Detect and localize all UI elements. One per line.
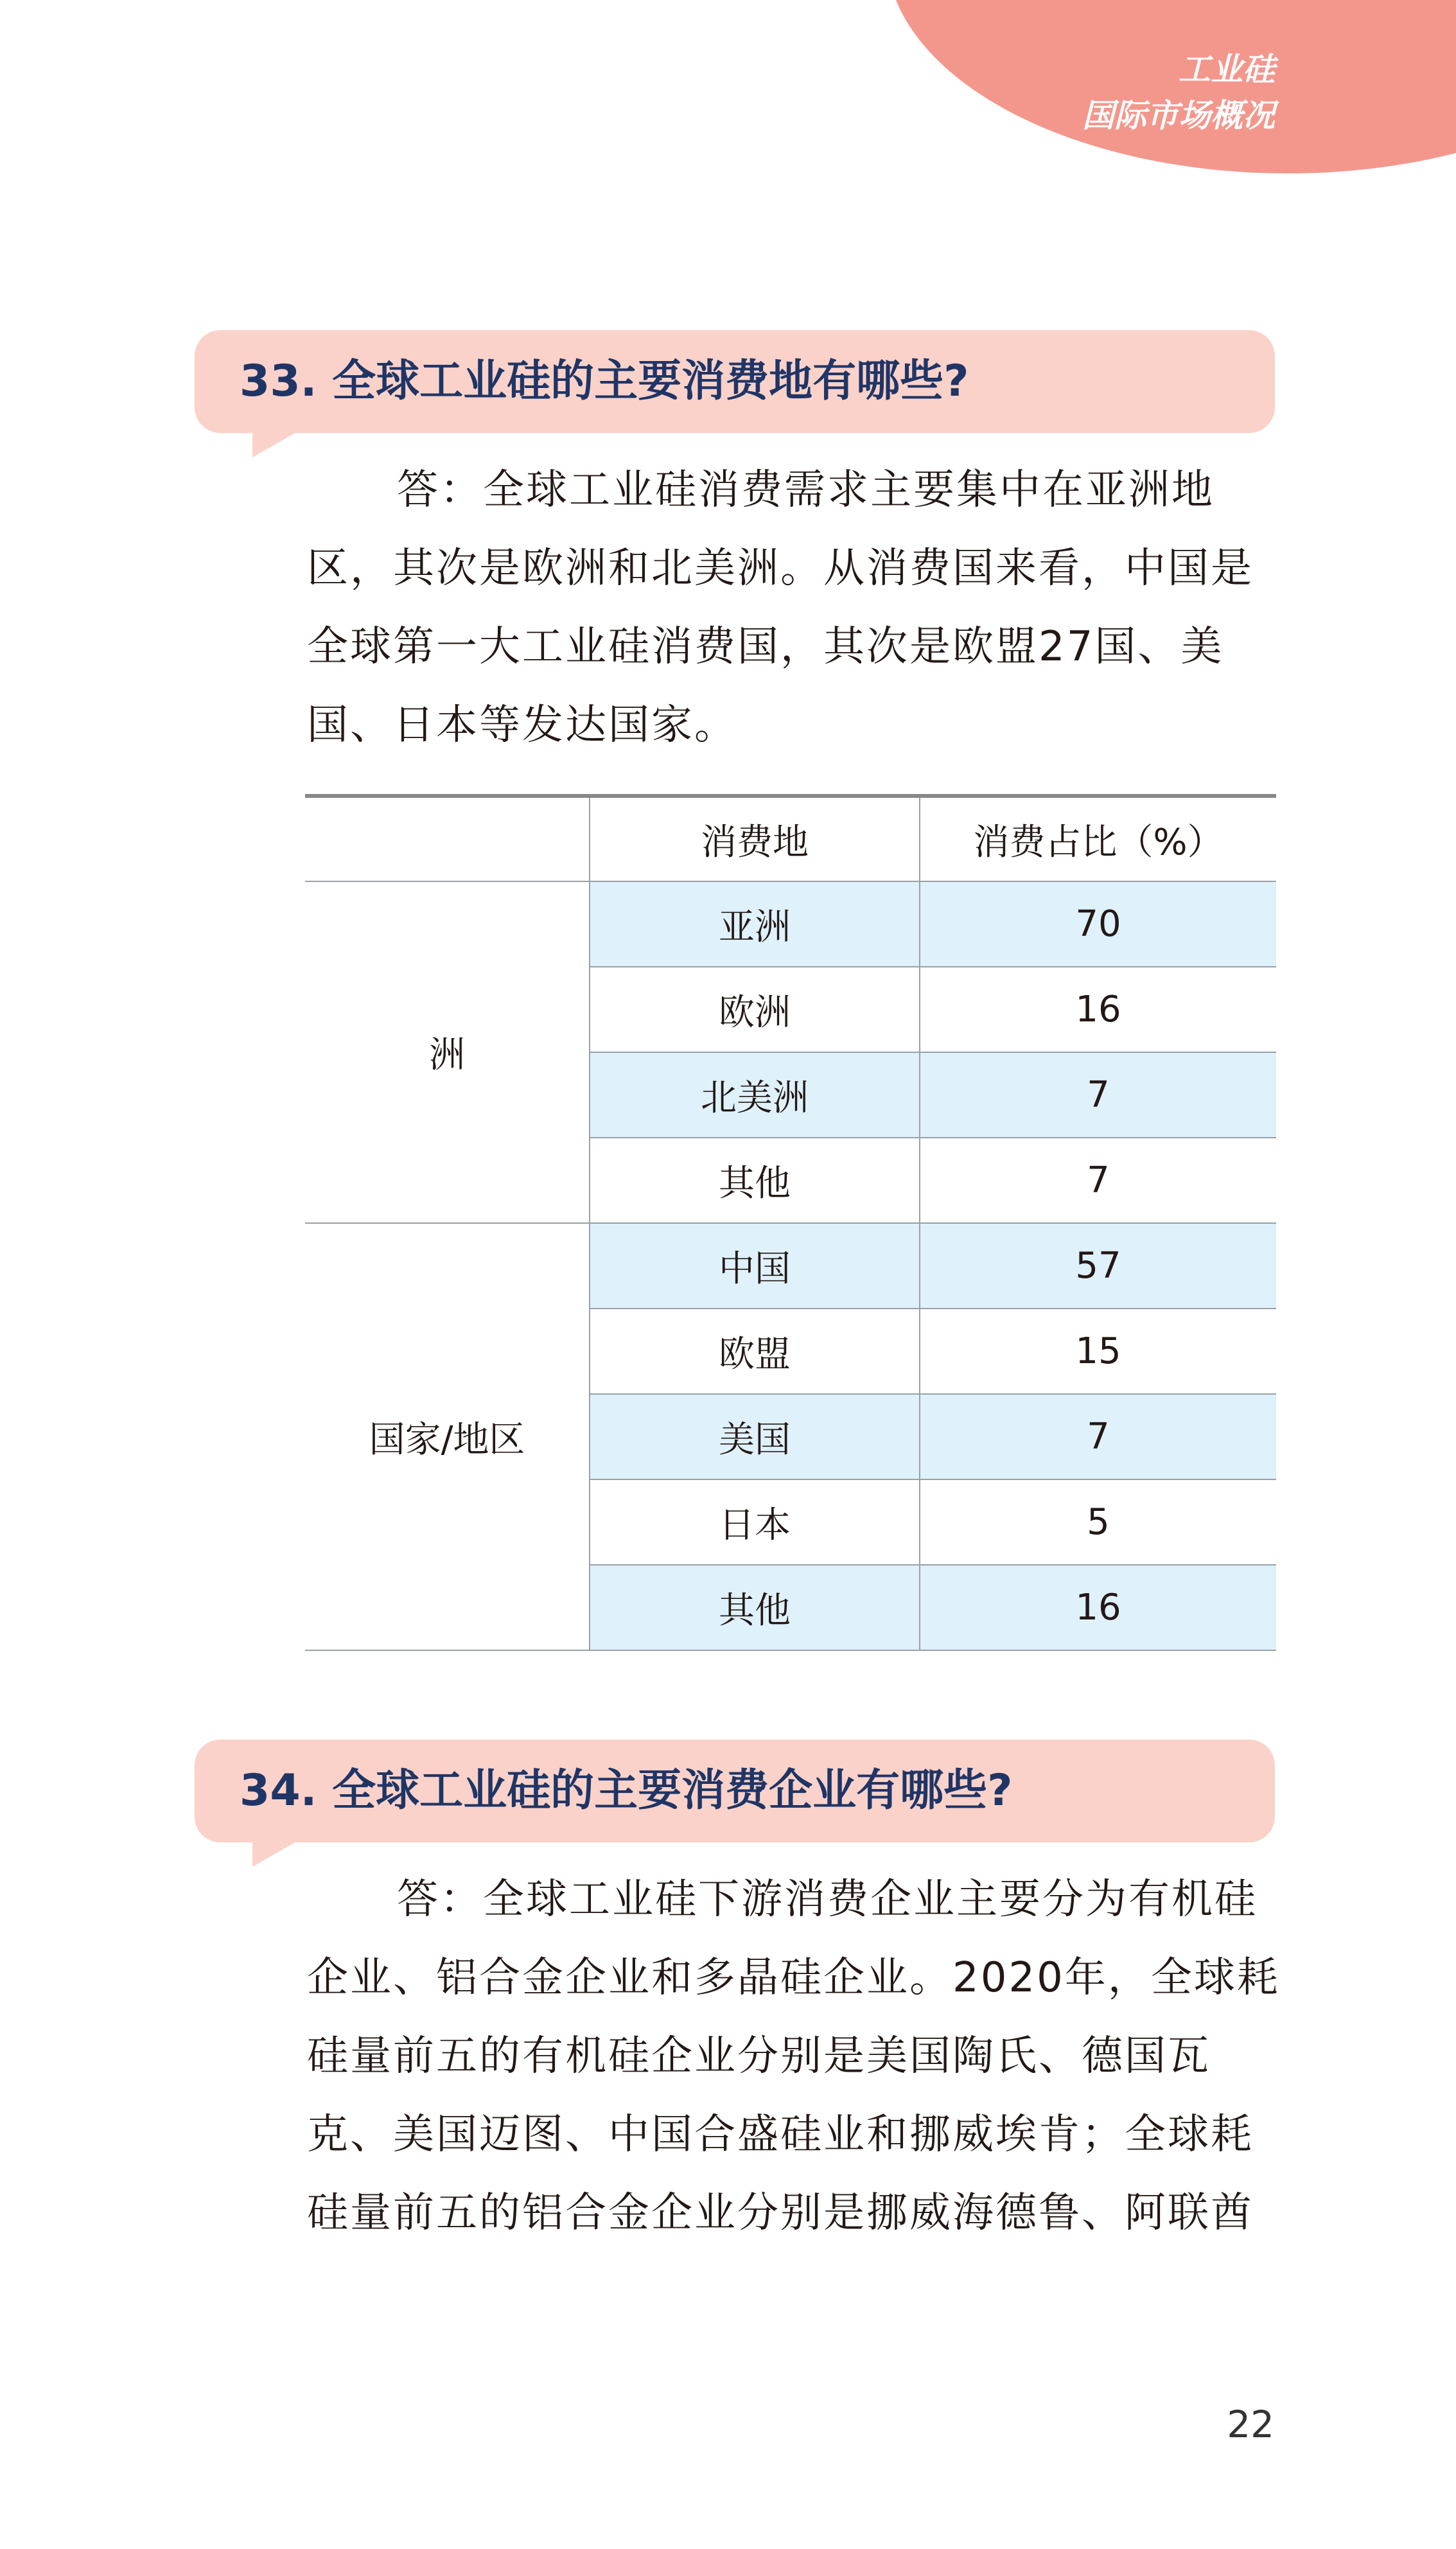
share-cell: 16	[920, 967, 1276, 1052]
place-cell: 北美洲	[590, 1052, 920, 1138]
answer-34-line: 硅量前五的有机硅企业分别是美国陶氏、德国瓦	[307, 2033, 1211, 2080]
answer-34-line: 企业、铝合金企业和多晶硅企业。2020年，全球耗	[307, 1954, 1280, 2002]
table-row	[305, 881, 1276, 967]
answer-34-line: 克、美国迈图、中国合盛硅业和挪威埃肯；全球耗	[307, 2111, 1254, 2158]
running-header-line2: 国际市场概况	[1082, 97, 1275, 134]
place-cell: 亚洲	[590, 881, 920, 967]
answer-34-paragraph	[307, 1860, 1280, 2252]
header-share: 消费占比（%）	[920, 796, 1276, 881]
place-cell: 日本	[590, 1479, 920, 1565]
header-place: 消费地	[590, 796, 920, 881]
answer-33-paragraph	[307, 451, 1275, 764]
running-header	[1082, 46, 1275, 139]
question-34-banner	[195, 1740, 1275, 1842]
share-cell: 7	[920, 1138, 1276, 1223]
answer-33-line: 国、日本等发达国家。	[307, 701, 737, 749]
page-number: 22	[1227, 2403, 1274, 2446]
answer-34-line: 答：全球工业硅下游消费企业主要分为有机硅	[397, 1876, 1258, 1923]
table-header-row	[305, 796, 1276, 881]
place-cell: 美国	[590, 1394, 920, 1479]
share-cell: 7	[920, 1394, 1276, 1479]
header-category	[305, 796, 590, 881]
share-cell: 5	[920, 1479, 1276, 1565]
answer-33-line: 区，其次是欧洲和北美洲。从消费国来看，中国是	[307, 545, 1254, 592]
question-33-banner	[195, 330, 1275, 433]
running-header-line1: 工业硅	[1179, 51, 1275, 88]
answer-34-line: 硅量前五的铝合金企业分别是挪威海德鲁、阿联酋	[307, 2189, 1254, 2237]
speech-tail	[252, 1841, 297, 1867]
group-label: 洲	[305, 881, 590, 1223]
table-row	[305, 1223, 1276, 1309]
question-34-title: 34. 全球工业硅的主要消费企业有哪些?	[240, 1765, 1013, 1816]
speech-tail	[252, 432, 297, 457]
place-cell: 欧洲	[590, 967, 920, 1052]
share-cell: 57	[920, 1223, 1276, 1309]
answer-33-line: 全球第一大工业硅消费国，其次是欧盟27国、美	[307, 623, 1224, 671]
share-cell: 7	[920, 1052, 1276, 1138]
group-label: 国家/地区	[305, 1223, 590, 1650]
place-cell: 其他	[590, 1565, 920, 1650]
consumption-share-table	[305, 794, 1276, 1651]
share-cell: 70	[920, 881, 1276, 967]
question-33-title: 33. 全球工业硅的主要消费地有哪些?	[240, 356, 969, 407]
answer-33-line: 答：全球工业硅消费需求主要集中在亚洲地	[397, 466, 1215, 514]
place-cell: 中国	[590, 1223, 920, 1309]
place-cell: 欧盟	[590, 1309, 920, 1394]
place-cell: 其他	[590, 1138, 920, 1223]
share-cell: 16	[920, 1565, 1276, 1650]
share-cell: 15	[920, 1309, 1276, 1394]
